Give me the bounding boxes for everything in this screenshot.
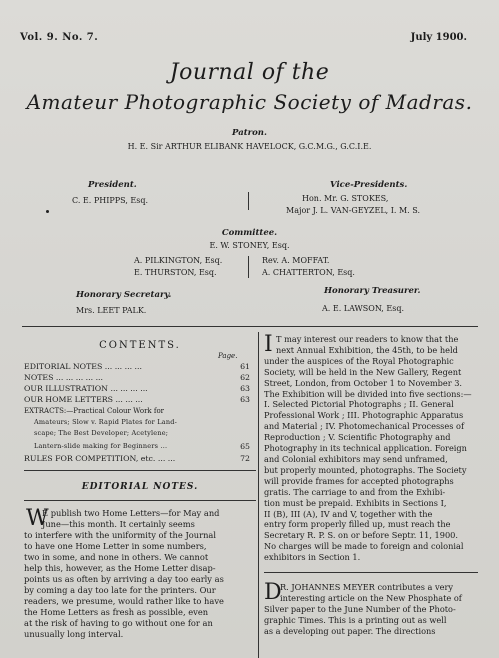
contents-item: EDITORIAL NOTES ... ... ... ... 61 — [24, 362, 250, 371]
contents-heading: CONTENTS. — [99, 340, 181, 351]
committee-left-1: A. PILKINGTON, Esq. — [134, 256, 223, 265]
meyer-paragraph: R. JOHANNES MEYER contributes a very interesting article on the New Phosphate of Silver paper to the June Number of the Photo- graphic Times. This is a printing out as well as a developing out paper. The directions — [264, 582, 462, 636]
journal-title-line2: Amateur Photographic Society of Madras. — [26, 90, 473, 114]
committee-chair: E. W. STONEY, Esq. — [209, 241, 290, 250]
divider-vertical — [248, 256, 249, 278]
contents-item: OUR ILLUSTRATION ... ... ... ... 63 — [24, 384, 250, 393]
drop-cap: D — [264, 580, 282, 605]
volume-number: Vol. 9. No. 7. — [20, 32, 99, 43]
contents-item: scape; The Best Developer; Acetylene; — [34, 429, 169, 437]
patron-name: H. E. Sir ARTHUR ELIBANK HAVELOCK, G.C.M.G., G.C.I.E. — [127, 142, 372, 151]
secretary-label: Honorary Secretary. — [76, 290, 172, 300]
contents-item: EXTRACTS:—Practical Colour Work for — [24, 407, 165, 415]
issue-date: July 1900. — [410, 32, 467, 43]
right-column-rule — [264, 572, 478, 573]
contents-item: Lantern-slide making for Beginners ... 65 — [34, 442, 250, 451]
dot-ornament — [46, 210, 49, 213]
treasurer-name: A. E. LAWSON, Esq. — [322, 304, 404, 313]
vice-presidents-label: Vice-Presidents. — [330, 180, 408, 190]
committee-right-1: Rev. A. MOFFAT. — [262, 256, 330, 265]
vice-president-1: Hon. Mr. G. STOKES, — [302, 194, 389, 203]
journal-title-line1: Journal of the — [169, 60, 330, 85]
column-divider — [258, 332, 259, 658]
editorial-paragraph: E publish two Home Letters—for May and June—this month. It certainly seems to interfere with the uniformity of the Journal to have one Home Letter in some numbers, two in some, and none in others. We cannot help this, however, as the Home Letter disap- points us as often by arriving a day too early as by coming a day too late for the printers. Our readers, we presume, would rather like to have the Home Letters as fresh as possible, even at the risk of having to go without one for an unusually long interval. — [24, 508, 224, 639]
editorial-rule — [24, 500, 256, 501]
committee-right-2: A. CHATTERTON, Esq. — [262, 268, 355, 277]
contents-item: RULES FOR COMPETITION, etc. ... ... 72 — [24, 454, 250, 463]
editorial-heading: EDITORIAL NOTES. — [81, 482, 199, 492]
contents-rule — [24, 470, 256, 471]
section-rule — [22, 326, 478, 327]
president-name: C. E. PHIPPS, Esq. — [72, 196, 149, 205]
treasurer-label: Honorary Treasurer. — [324, 286, 421, 296]
committee-label: Committee. — [221, 228, 278, 238]
secretary-name: Mrs. LEET PALK. — [76, 306, 147, 315]
exhibition-paragraph: T may interest our readers to know that the next Annual Exhibition, the 45th, to be held under the auspices of the Royal Photographic Society, will be held in the New Gallery, Regent Street, London, from October 1 to November 3. The Exhibition will be divided into five sections:— I. Selected Pictorial Photographs ; II. General Professional Work ; III. Photographic Apparatus and Material ; IV. Photomechanical Processes of Reproduction ; V. Scientific Photography and Photography in its technical application. Foreign and Colonial exhibitors may send unframed, but properly mounted, photographs. The Society will provide frames for accepted photographs gratis. The carriage to and from the Exhibi- tion must be prepaid. Exhibits in Sections I, II (B), III (A), IV and V, together with the entry form properly filled up, must reach the Secretary R. P. S. on or before Septr. 11, 1900. No charges will be made to foreign and colonial exhibitors in Section 1. — [264, 334, 472, 563]
contents-item: NOTES ... ... ... ... ... 62 — [24, 373, 250, 382]
contents-item: OUR HOME LETTERS ... ... ... 63 — [24, 395, 250, 404]
contents-page-label: Page. — [218, 352, 238, 360]
committee-left-2: E. THURSTON, Esq. — [134, 268, 217, 277]
president-label: President. — [88, 180, 137, 190]
contents-item: Amateurs; Slow v. Rapid Plates for Land- — [34, 418, 177, 426]
drop-cap: W — [26, 506, 49, 531]
vice-president-2: Major J. L. VAN-GEYZEL, I. M. S. — [286, 206, 420, 215]
drop-cap: I — [264, 332, 273, 357]
patron-label: Patron. — [232, 128, 267, 138]
divider-vertical — [248, 192, 249, 210]
